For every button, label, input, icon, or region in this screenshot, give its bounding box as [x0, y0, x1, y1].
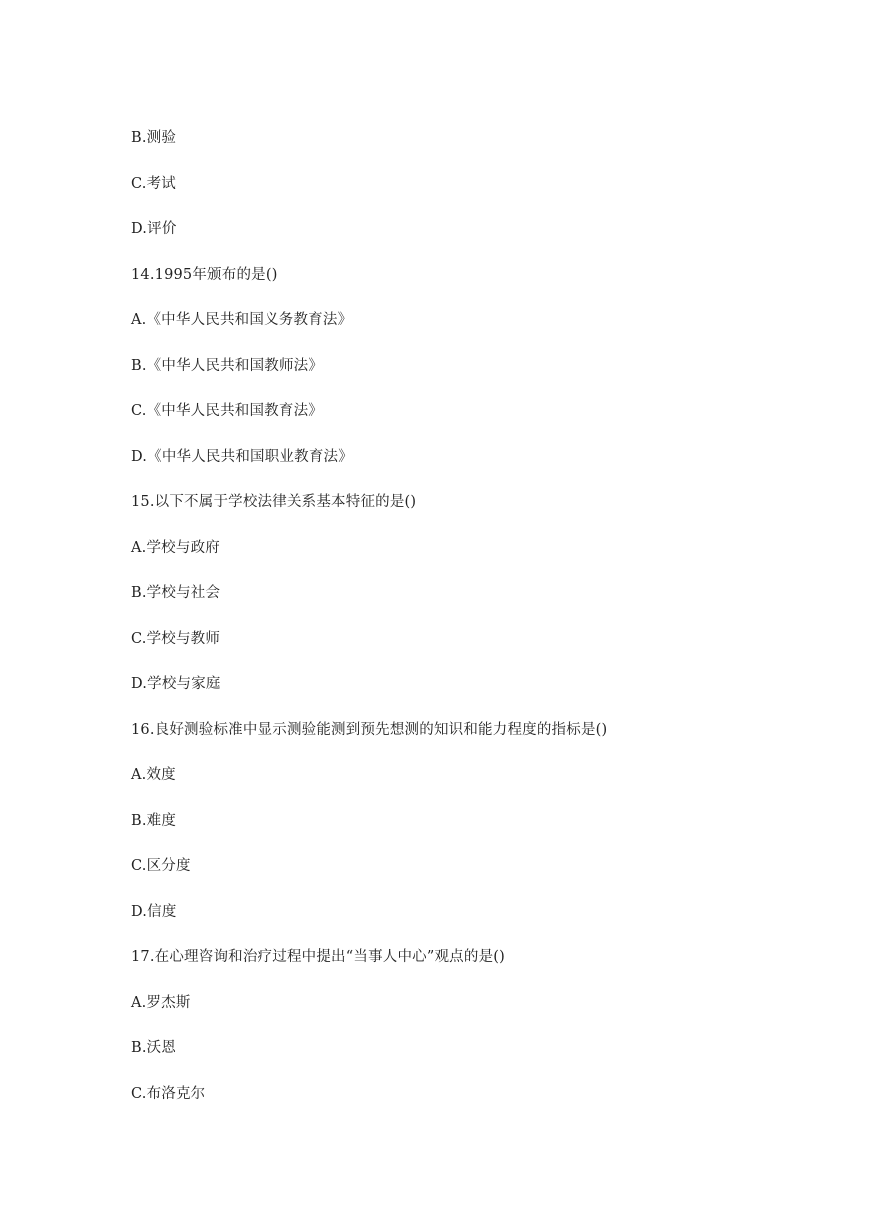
question-15-option-d: D.学校与家庭 — [131, 676, 221, 692]
question-15-option-b: B.学校与社会 — [131, 585, 221, 601]
question-16: 16.良好测验标准中显示测验能测到预先想测的知识和能力程度的指标是() — [131, 722, 608, 738]
option-b-line: B.测验 — [131, 130, 177, 146]
question-17: 17.在心理咨询和治疗过程中提出“当事人中心”观点的是() — [131, 949, 505, 965]
question-15: 15.以下不属于学校法律关系基本特征的是() — [131, 494, 417, 510]
option-d-line: D.评价 — [131, 221, 177, 237]
question-16-option-a: A.效度 — [131, 767, 176, 783]
question-16-option-b: B.难度 — [131, 813, 177, 829]
question-14-option-c: C.《中华人民共和国教育法》 — [131, 403, 323, 419]
question-17-option-a: A.罗杰斯 — [131, 995, 191, 1011]
question-15-option-c: C.学校与教师 — [131, 631, 221, 647]
option-c-line: C.考试 — [131, 176, 176, 192]
question-14-option-b: B.《中华人民共和国教师法》 — [131, 358, 324, 374]
question-14-option-a: A.《中华人民共和国义务教育法》 — [131, 312, 353, 328]
question-14-option-d: D.《中华人民共和国职业教育法》 — [131, 449, 353, 465]
question-17-option-c: C.布洛克尔 — [131, 1086, 206, 1102]
question-17-option-b: B.沃恩 — [131, 1040, 177, 1056]
question-16-option-d: D.信度 — [131, 904, 177, 920]
question-14: 14.1995年颁布的是() — [131, 267, 278, 283]
question-15-option-a: A.学校与政府 — [131, 540, 220, 556]
question-16-option-c: C.区分度 — [131, 858, 191, 874]
